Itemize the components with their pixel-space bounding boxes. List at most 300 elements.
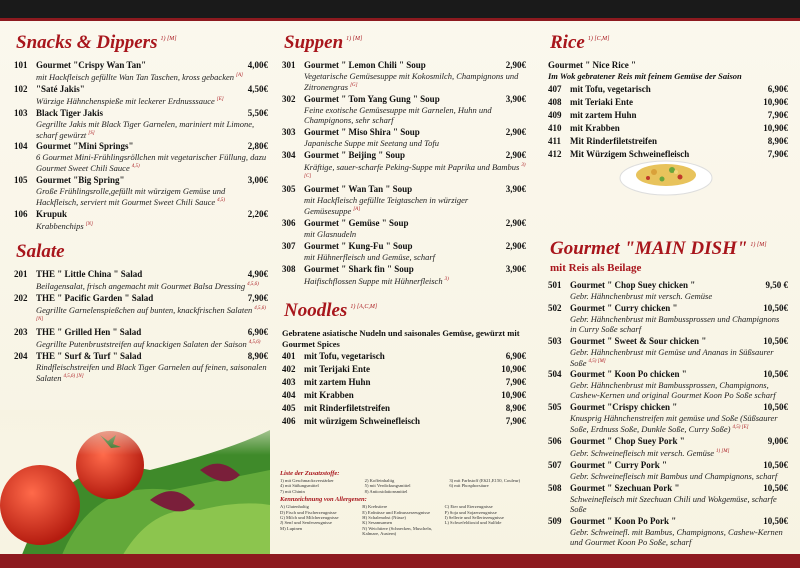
noodles-title: Noodles $^{1) [A,C,M]}$ (284, 300, 378, 322)
menu-item-row (14, 351, 268, 362)
menu-item (14, 84, 268, 106)
menu-item-row (282, 150, 526, 161)
menu-item-row (14, 209, 268, 220)
menu-item-description-text: Gebr. Schweinefleisch mit Bambus und Champignons, scharf (570, 470, 778, 481)
menu-item-price: 10,50€ (763, 335, 788, 346)
menu-item-name: THE " Pacific Garden " Salad (36, 292, 154, 303)
menu-item-row (282, 60, 526, 71)
menu-item-number: 201 (14, 268, 28, 279)
menu-item-price: 4,50€ (247, 83, 268, 94)
menu-item-description (548, 380, 788, 400)
menu-item-allergen-note: [N] (85, 222, 93, 228)
main-title: Gourmet "MAIN DISH" $^{1) [M]}$ (550, 237, 767, 259)
menu-item-price: 10,50€ (763, 302, 788, 313)
menu-item-row (548, 436, 788, 447)
menu-item-number: 303 (282, 126, 296, 137)
menu-item-name: Mit Rinderfiletstreifen (570, 135, 658, 146)
menu-item-name: mit Krabben (304, 390, 354, 401)
legend-entry: E) Erdnüsse und Erdnusserzeugnisse (362, 509, 431, 515)
menu-item-number: 308 (282, 264, 296, 275)
menu-item-name: Gourmet " Sweet & Sour chicken " (570, 335, 707, 346)
menu-item-number: 401 (282, 351, 296, 362)
menu-item-row (548, 97, 788, 108)
menu-item-name: Gourmet "Crispy Wan Tan" (36, 60, 147, 70)
menu-item-description (548, 494, 788, 514)
legend-entry: 7) mit Chinin (280, 488, 305, 494)
legend-entry: H) Schalenobst (Nüsse) (362, 515, 406, 521)
menu-item-price: 10,90€ (763, 122, 788, 133)
menu-item-price: 2,90€ (505, 241, 526, 252)
menu-item-price: 9,00€ (767, 436, 788, 447)
menu-item-price: 2,90€ (505, 149, 526, 160)
menu-item-allergen-note: 3) [C] (304, 162, 526, 179)
bottom-bar (0, 554, 800, 568)
menu-item-price: 3,90€ (505, 184, 526, 195)
menu-item-name: mit Tofu, vegetarisch (570, 83, 651, 94)
menu-item-name: THE " Grilled Hen " Salad (36, 327, 142, 338)
menu-item (282, 241, 526, 262)
menu-item-number: 409 (548, 109, 562, 120)
menu-item (548, 84, 788, 95)
main-list (548, 280, 788, 547)
legend-entry: C) Eier und Eierzeugnisse (444, 504, 493, 510)
menu-item-allergen-note: 4,5,6) [N] (63, 374, 84, 380)
menu-item-allergen-note: 1) [M] (716, 449, 730, 455)
column-right (548, 24, 788, 549)
rice-list (548, 84, 788, 160)
menu-item-number: 408 (548, 96, 562, 107)
menu-item-name: Gourmet "Crispy chicken " (570, 402, 678, 413)
menu-item-name: Gourmet " Chop Suey chicken " (570, 279, 696, 290)
menu-item (282, 403, 526, 414)
menu-item-description-text: Japanische Suppe mit Seetang und Tofu (304, 137, 439, 148)
menu-item-row (14, 327, 268, 338)
menu-item-number: 403 (282, 377, 296, 388)
menu-item-row (282, 94, 526, 105)
menu-item (282, 94, 526, 125)
menu-item-description-text: 6 Gourmet Mini-Frühlingsröllchen mit vegetarischer Füllung, dazu Gourmet Sweet Chili Sauce (36, 152, 267, 174)
menu-item-name: Gourmet " Curry chicken " (570, 302, 678, 313)
menu-item-row (282, 184, 526, 195)
menu-item-name: mit zartem Huhn (304, 377, 371, 388)
suppen-list (282, 60, 526, 286)
menu-item-price: 10,50€ (763, 369, 788, 380)
noodles-intro: Gebratene asiatische Nudeln und saisonales Gemüse, gewürzt mit Gourmet Spices (282, 328, 520, 349)
menu-item (548, 303, 788, 334)
menu-item-number: 410 (548, 122, 562, 133)
legend-entry: 1) mit Geschmacksverstärker (280, 478, 334, 483)
menu-item-number: 304 (282, 149, 296, 160)
legend-entry: 6) mit Phosphorsäure (449, 483, 489, 489)
menu-item-price: 4,00€ (247, 60, 268, 70)
menu-item-description-text: Haifischflossen Suppe mit Hühnerfleisch (304, 276, 443, 287)
menu-item-description-text: Beilagensalat, frisch angemacht mit Gourmet Balsa Dressing (36, 280, 246, 291)
menu-item-number: 101 (14, 60, 28, 70)
menu-item-number: 412 (548, 148, 562, 159)
menu-item-price: 10,90€ (501, 390, 526, 401)
menu-item-number: 407 (548, 83, 562, 94)
menu-item-name: Gourmet " Lemon Chili " Soup (304, 60, 426, 70)
menu-item-description (282, 138, 526, 148)
menu-item-row (282, 241, 526, 252)
legend-entry (445, 526, 530, 537)
menu-item (282, 218, 526, 239)
menu-item-name: Gourmet " Chop Suey Pork " (570, 436, 685, 447)
menu-item (282, 390, 526, 401)
menu-item-number: 503 (548, 335, 562, 346)
menu-item-description (282, 275, 526, 286)
menu-item (548, 369, 788, 400)
rice-title: Rice $^{1) [C,M]}$ (550, 32, 610, 53)
menu-item-number: 404 (282, 390, 296, 401)
menu-item (14, 293, 268, 326)
menu-item-allergen-note: 4,5) (217, 198, 226, 204)
legend-entry: G) Milch und Milcherzeugnisse (280, 515, 339, 521)
menu-item-name: mit zartem Huhn (570, 109, 637, 120)
salad-image (0, 410, 270, 560)
menu-item-row (282, 403, 526, 414)
legend (280, 470, 530, 537)
legend-entry: B) Krebstiere (362, 504, 388, 510)
menu-item-price: 3,90€ (505, 264, 526, 275)
menu-item-row (548, 516, 788, 527)
menu-item-description-text: Feine exotische Gemüsesuppe mit Garnelen, Huhn und Champignons, sehr scharf (304, 104, 492, 125)
menu-item-name: Gourmet " Koon Po chicken " (570, 369, 687, 380)
menu-item-number: 509 (548, 515, 562, 526)
menu-item-description (548, 471, 788, 481)
menu-item-row (282, 127, 526, 138)
menu-item-number: 504 (548, 369, 562, 380)
menu-item (282, 150, 526, 183)
menu-item (548, 483, 788, 514)
menu-item-description-text: mit Hühnerfleisch und Gemüse, scharf (304, 252, 436, 263)
menu-item-name: "Saté Jakis" (36, 83, 85, 94)
menu-item-price: 10,90€ (763, 96, 788, 107)
menu-item-row (548, 460, 788, 471)
menu-item-allergen-note: 4,5,6) (247, 281, 259, 287)
menu-item-description-text: Große Frühlingsrolle,gefüllt mit würzigem Gemüse und Hackfleisch, serviert mit Gourmet Sweet Chili Sauce (36, 186, 226, 208)
menu-item-name: Gourmet "Big Spring" (36, 175, 125, 186)
menu-item-row (548, 280, 788, 291)
menu-item-price: 10,90€ (501, 364, 526, 375)
menu-item-row (282, 218, 526, 229)
menu-item-description-text: mit Glasnudeln (304, 229, 357, 240)
menu-item (282, 351, 526, 362)
legend-entry: M) Lupinen (280, 525, 303, 531)
menu-item-number: 411 (548, 135, 562, 146)
rice-dish-image (618, 150, 714, 198)
menu-item (14, 351, 268, 383)
menu-item-description-text: Schweinefleisch mit Szechuan Chili und Wokgemüse, scharfe Soße (570, 493, 777, 514)
menu-item-description (282, 161, 526, 183)
menu-item-name: mit würzigem Schweinefleisch (304, 416, 420, 427)
rice-intro-name: Gourmet " Nice Rice " (548, 60, 636, 70)
menu-item-row (548, 336, 788, 347)
menu-item-price: 7,90€ (505, 416, 526, 427)
menu-item-allergen-note: 4,5) (131, 164, 140, 170)
menu-item (14, 108, 268, 140)
menu-item-row (14, 175, 268, 186)
menu-item-description (14, 186, 268, 207)
menu-item-row (548, 123, 788, 134)
menu-item-description (14, 220, 268, 231)
menu-item-number: 105 (14, 175, 28, 186)
menu-item-number: 106 (14, 209, 28, 220)
menu-item-description (548, 527, 788, 547)
menu-item-description (548, 347, 788, 368)
menu-item (14, 141, 268, 173)
legend-additives-title: Liste der Zusatzstoffe: (280, 470, 340, 477)
menu-item-name: Gourmet " Curry Pork " (570, 459, 667, 470)
menu-item-description-text: mit Hackfleisch gefüllte Teigtaschen in würziger Gemüsesuppe (304, 195, 469, 217)
menu-item-row (548, 303, 788, 314)
menu-item (548, 402, 788, 434)
menu-item-description-text: Vegetarische Gemüsesuppe mit Kokosmilch, Champignons und Zitronengras (304, 71, 519, 92)
menu-item-description (14, 362, 268, 383)
menu-item-name: Black Tiger Jakis (36, 107, 104, 118)
menu-item-row (14, 269, 268, 280)
menu-item-number: 406 (282, 416, 296, 427)
menu-item (282, 264, 526, 286)
menu-item-description (14, 152, 268, 173)
menu-item (548, 123, 788, 134)
menu-item (14, 209, 268, 231)
menu-item-row (282, 364, 526, 375)
menu-item-number: 505 (548, 402, 562, 413)
menu-item-name: mit Krabben (570, 122, 620, 133)
menu-item-description-text: Gebr. Hähnchenbrust mit Bambussprossen, Champignons, Cashew-Kernen und original Gourmet Koon Po Soße scharf (570, 380, 776, 401)
menu-item-description-text: Gebr. Schweinefleisch mit versch. Gemüse (570, 447, 714, 458)
menu-item-number: 502 (548, 302, 562, 313)
menu-item-number: 202 (14, 292, 28, 303)
menu-item (14, 269, 268, 291)
menu-item-name: Gourmet " Miso Shira " Soup (304, 126, 420, 137)
menu-item-row (548, 483, 788, 494)
menu-item-name: mit Teriaki Ente (570, 96, 634, 107)
menu-item-price: 5,50€ (247, 107, 268, 118)
menu-item-row (282, 416, 526, 427)
menu-item-row (282, 377, 526, 388)
menu-item-number: 103 (14, 107, 28, 118)
suppen-title: Suppen $^{1) [M]}$ (284, 32, 363, 53)
legend-entry: 5) mit Verdickungsmittel (364, 483, 411, 489)
snacks-title: Snacks & Dippers $^{1) [M]}$ (16, 32, 177, 53)
menu-item-row (14, 84, 268, 95)
menu-item-allergen-note: 4,5,6) (248, 340, 261, 346)
menu-item-number: 306 (282, 218, 296, 229)
legend-entry: A) Glutenhaltig (280, 504, 309, 510)
menu-item-name: mit Tofu, vegetarisch (304, 351, 385, 362)
menu-item-description (548, 291, 788, 301)
menu-item-price: 7,90€ (247, 292, 268, 303)
menu-item-description (548, 413, 788, 434)
menu-item-description (282, 195, 526, 216)
menu-item-description-text: Gegrillte Putenbruststreifen auf knackigen Salaten der Saison (36, 339, 247, 350)
menu-item-number: 302 (282, 93, 296, 104)
menu-item-description-text: Würzige Hähnchenspieße mit leckerer Erdnusssauce (36, 95, 215, 106)
menu-item-price: 2,20€ (247, 209, 268, 220)
menu-item-price: 3,90€ (505, 93, 526, 104)
menu-item (548, 436, 788, 458)
menu-item-number: 305 (282, 184, 296, 195)
menu-item-number: 501 (548, 279, 562, 290)
column-left (14, 24, 268, 385)
menu-item (548, 336, 788, 368)
menu-item-allergen-note: [A] (353, 207, 361, 213)
legend-entry: D) Fisch und Fischerzeugnisse (280, 509, 337, 515)
menu-item-row (548, 136, 788, 147)
menu-item-description-text: Gegrillte Garnelenspießchen auf bunten, knackfrischen Salaten (36, 304, 253, 315)
menu-item-row (548, 84, 788, 95)
menu-item-price: 2,90€ (505, 60, 526, 70)
menu-item-price: 8,90€ (247, 351, 268, 362)
menu-item-allergen-note: 4,5) [E] (732, 425, 749, 431)
column-middle (282, 24, 526, 429)
menu-item-allergen-note: 3) (444, 277, 449, 283)
menu-item-price: 2,90€ (505, 218, 526, 229)
menu-item (548, 136, 788, 147)
menu-item-price: 4,90€ (247, 268, 268, 279)
salate-list (14, 269, 268, 383)
menu-item-row (282, 264, 526, 275)
menu-item-price: 3,00€ (247, 175, 268, 186)
menu-item-price: 6,90€ (247, 327, 268, 338)
snacks-list (14, 60, 268, 231)
legend-entry (449, 489, 530, 494)
menu-item-allergen-note: [G] (350, 83, 358, 88)
menu-item-allergen-note: [S] (88, 130, 95, 136)
menu-item-description (14, 280, 268, 291)
legend-entry: L) Schwefeldioxid und Sulfide (444, 520, 502, 526)
menu-item (14, 60, 268, 82)
menu-item-description (14, 304, 268, 326)
menu-item-price: 8,90€ (505, 403, 526, 414)
menu-item-description (282, 229, 526, 239)
menu-item-name: THE " Surf & Turf " Salad (36, 351, 142, 362)
legend-entry: J) Senf und Senferzeugnisse (280, 520, 332, 526)
legend-entry: I) Sellerie und Selleriezeugnisse (444, 515, 504, 521)
menu-item-number: 301 (282, 60, 296, 70)
menu-item-description-text: Gebr. Hähnchenbrust mit Bambussprossen und Champignons in Curry Soße scharf (570, 313, 780, 334)
menu-item-price: 7,90€ (505, 377, 526, 388)
menu-item-allergen-note: 4,5) [M] (588, 358, 606, 364)
menu-item-description (14, 71, 268, 82)
menu-item-number: 402 (282, 364, 296, 375)
menu-item-price: 9,50 € (765, 279, 788, 290)
menu-item-description-text: Gegrillte Jakis mit Black Tiger Garnelen, mariniert mit Limone, scharf gewürzt (36, 118, 255, 140)
menu-item-number: 204 (14, 351, 28, 362)
menu-item-price: 8,90€ (767, 135, 788, 146)
menu-item-number: 507 (548, 459, 562, 470)
menu-item-number: 203 (14, 327, 28, 338)
menu-item-row (14, 108, 268, 119)
menu-item (282, 416, 526, 427)
additives-list (280, 478, 530, 494)
menu-item-price: 7,90€ (767, 148, 788, 159)
menu-item-description (14, 95, 268, 106)
menu-item-row (282, 390, 526, 401)
legend-entry: 3) mit Farbstoff (E621,E150, Couleur) (449, 478, 521, 483)
menu-item (548, 280, 788, 301)
menu-item-number: 506 (548, 436, 562, 447)
menu-item-description-text: Gebr. Hähnchenbrust mit versch. Gemüse (570, 290, 713, 301)
menu-item-row (14, 293, 268, 304)
legend-entry: 8) Antioxidationsmittel (364, 488, 408, 494)
legend-entry: K) Sesamsamen (362, 520, 393, 526)
menu-item (14, 175, 268, 207)
menu-item-description-text: Kräftige, sauer-scharfe Peking-Suppe mit Paprika und Bambus (304, 161, 520, 172)
menu-item (282, 60, 526, 92)
menu-item-name: Gourmet " Gemüse " Soup (304, 218, 409, 229)
menu-item-row (548, 402, 788, 413)
menu-item-name: Krupuk (36, 209, 68, 220)
menu-item-row (14, 60, 268, 71)
menu-item-name: Gourmet "Mini Springs" (36, 141, 134, 152)
legend-entry: F) Soja und Sojaerzeugnisse (444, 509, 497, 515)
menu-item-number: 307 (282, 241, 296, 252)
menu-item (548, 97, 788, 108)
noodles-list (282, 351, 526, 427)
menu-item (282, 377, 526, 388)
salate-title: Salate (16, 240, 65, 262)
menu-item-description-text: mit Hackfleisch gefüllte Wan Tan Taschen, kross gebacken (36, 71, 234, 82)
menu-item (282, 184, 526, 216)
legend-entry: N) Weichtiere (Schnecken, Muscheln, Kalmare, Austern) (362, 525, 433, 537)
menu-item-allergen-note: [A] (236, 73, 243, 78)
top-bar (0, 0, 800, 18)
menu-item-allergen-note: [E] (216, 96, 224, 102)
menu-item-number: 104 (14, 141, 28, 152)
menu-item-name: Gourmet " Koon Po Pork " (570, 515, 677, 526)
menu-item-allergen-note: 4,5,6) [N] (36, 305, 266, 322)
menu-item (548, 460, 788, 481)
menu-item-name: Gourmet " Szechuan Pork " (570, 482, 680, 493)
menu-item-row (14, 141, 268, 152)
menu-item-number: 508 (548, 482, 562, 493)
menu-item-row (548, 369, 788, 380)
legend-entry: 2) Koffeinhaltig (364, 478, 395, 483)
menu-item-name: Gourmet " Tom Yang Gung " Soup (304, 93, 440, 104)
legend-allergens-title: Kennzeichnung von Allergenen: (280, 496, 367, 504)
menu-item-price: 6,90€ (767, 83, 788, 94)
menu-item-price: 6,90€ (505, 351, 526, 362)
menu-item-description-text: Knusprig Hähnchenstreifen mit gemüse und Soße (Süßsaurer Soße, Erdnuss Soße, Dunkle Soße, Curry Soße) (570, 413, 778, 435)
menu-item-description (14, 119, 268, 140)
menu-item-name: Gourmet " Beijing " Soup (304, 149, 405, 160)
menu-item-name: mit Terijaki Ente (304, 364, 371, 375)
menu-item-name: Mit Würzigem Schweinefleisch (570, 148, 690, 159)
menu-item-description (14, 338, 268, 349)
menu-item-description (548, 447, 788, 458)
menu-item-description-text: Gebr. Schweinefl. mit Bambus, Champignons, Cashew-Kernen und Gourmet Koon Po Soße, scharf (570, 526, 783, 547)
menu-item-name: THE " Little China " Salad (36, 268, 143, 279)
menu-item-description-text: Gebr. Hähnchenbrust mit Gemüse und Ananas in Süßsaurer Soße (570, 346, 774, 368)
main-subtitle: mit Reis als Beilage (550, 261, 642, 274)
menu-item-price: 7,90€ (767, 109, 788, 120)
menu-item-name: Gourmet " Wan Tan " Soup (304, 184, 413, 195)
legend-entry: 4) mit Süßungsmittel (280, 483, 319, 489)
menu-item-number: 102 (14, 83, 28, 94)
menu-item-price: 2,90€ (505, 126, 526, 137)
menu-item-row (282, 351, 526, 362)
menu-item-price: 10,50€ (763, 459, 788, 470)
menu-item-price: 10,50€ (763, 402, 788, 413)
menu-item (282, 364, 526, 375)
menu-item (548, 516, 788, 547)
menu-item (548, 110, 788, 121)
menu-item-price: 10,50€ (763, 482, 788, 493)
menu-item-description (548, 314, 788, 334)
